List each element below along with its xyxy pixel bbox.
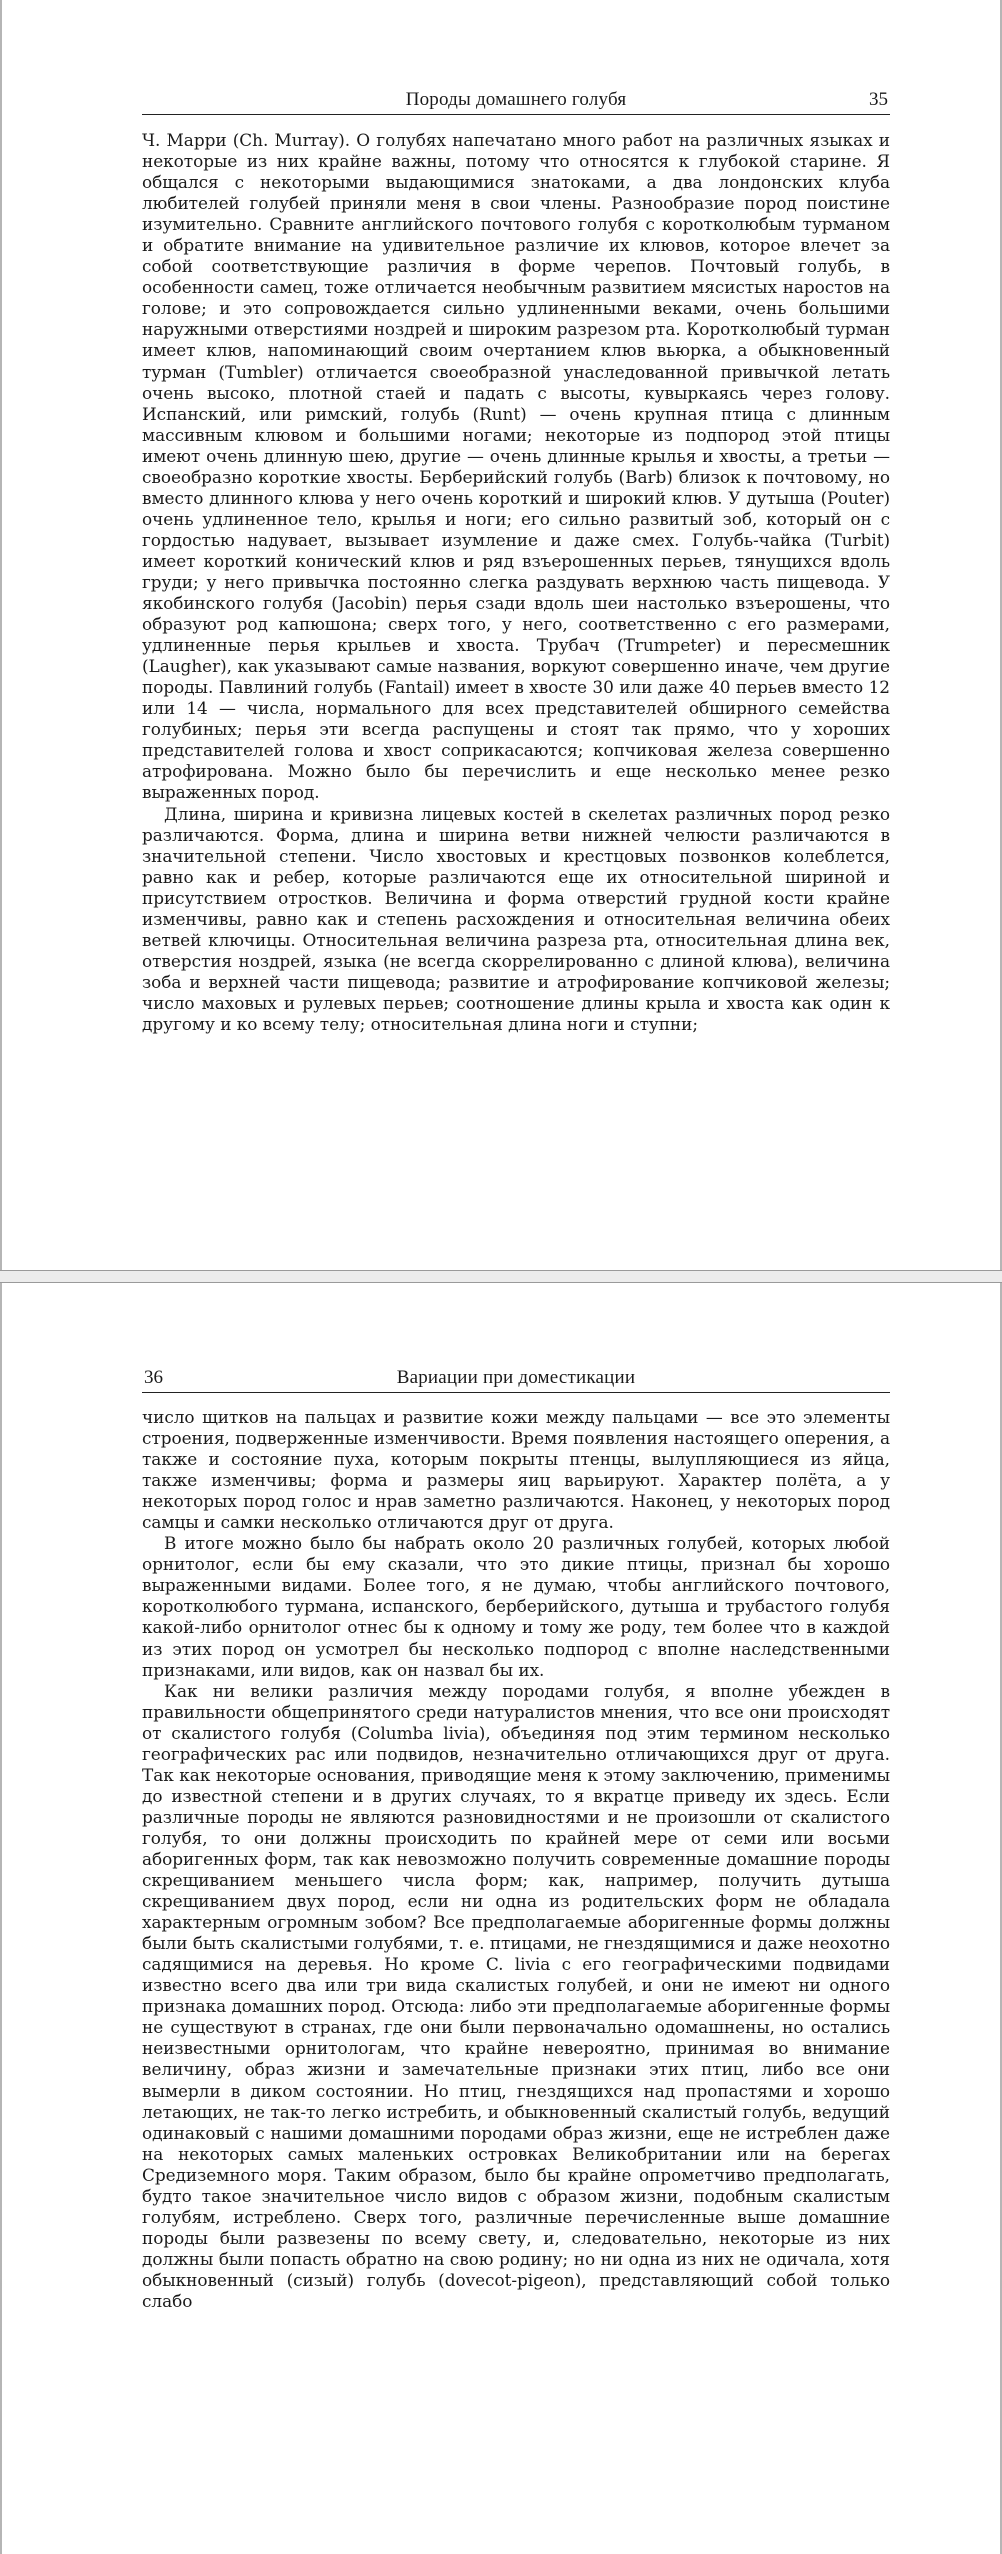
body-text <box>142 130 890 1035</box>
paragraph: Ч. Марри (Ch. Murray). О голубях напечатано много работ на различных языках и некоторые из них крайне важны, потому что относятся к глубокой старине. Я общался с некоторыми выдающимися знатоками, а два лондонских клуба любителей голубей приняли меня в свои члены. Разнообразие пород поистине изумительно. Сравните английского почтового голубя с коротколюбым турманом и обратите внимание на удивительное различие их клювов, которое влечет за собой соответствующие различия в форме черепов. Почтовый голубь, в особенности самец, тоже отличается необычным развитием мясистых наростов на голове; и это сопровождается сильно удлиненными веками, очень большими наружными отверстиями ноздрей и широким разрезом рта. Коротколюбый турман имеет клюв, напоминающий своим очертанием клюв вьюрка, а обыкновенный турман (Tumbler) отличается своеобразной унаследованной привычкой летать очень высоко, плотной стаей и падать с высоты, кувыркаясь через голову. Испанский, или римский, голубь (Runt) — очень крупная птица с длинным массивным клювом и большими ногами; некоторые из подпород этой птицы имеют очень длинную шею, другие — очень длинные крылья и хвосты, а третьи — своеобразно короткие хвосты. Берберийский голубь (Barb) близок к почтовому, но вместо длинного клюва у него очень короткий и широкий клюв. У дутыша (Pouter) очень удлиненное тело, крылья и ноги; его сильно развитый зоб, который он с гордостью надувает, вызывает изумление и даже смех. Голубь-чайка (Turbit) имеет короткий конический клюв и ряд взъерошенных перьев, тянущихся вдоль груди; у него привычка постоянно слегка раздувать верхнюю часть пищевода. У якобинского голубя (Jacobin) перья сзади вдоль шеи настолько взъерошены, что образуют род капюшона; сверх того, у него, соответственно с его размерами, удлиненные перья крыльев и хвоста. Трубач (Trumpeter) и пересмешник (Laugher), как указывают самые названия, воркуют совершенно иначе, чем другие породы. Павлиний голубь (Fantail) имеет в хвосте 30 или даже 40 перьев вместо 12 или 14 — числа, нормального для всех представителей обширного семейства голубиных; перья эти всегда распущены и стоят так прямо, что у хороших представителей голова и хвост соприкасаются; копчиковая железа совершенно атрофирована. Можно было бы перечислить и еще несколько менее резко выраженных пород. <box>142 130 890 803</box>
page-35 <box>0 0 1002 1270</box>
body-text <box>142 1407 890 2312</box>
running-title: Породы домашнего голубя <box>405 89 627 110</box>
page-separator <box>0 1270 1002 1283</box>
paragraph: В итоге можно было бы набрать около 20 различных голубей, которых любой орнитолог, если бы ему сказали, что это дикие птицы, признал бы хорошо выраженными видами. Более того, я не думаю, чтобы английского почтового, коротколюбого турмана, испанского, берберийского, дутыша и трубастого голубя какой-либо орнитолог отнес бы к одному и тому же роду, тем более что в каждой из этих пород он усмотрел бы несколько подпород с вполне наследственными признаками, или видов, как он назвал бы их. <box>142 1533 890 1680</box>
page-number: 36 <box>144 1367 163 1388</box>
page-number: 35 <box>869 89 888 110</box>
page-edge-left <box>0 1283 2 2554</box>
paragraph: Как ни велики различия между породами голубя, я вполне убежден в правильности общепринятого среди натуралистов мнения, что все они происходят от скалистого голубя (Columba livia), объединяя под этим термином несколько географических рас или подвидов, незначительно отличающихся друг от друга. Так как некоторые основания, приводящие меня к этому заключению, применимы до известной степени и в других случаях, то я вкратце приведу их здесь. Если различные породы не являются разновидностями и не произошли от скалистого голубя, то они должны происходить по крайней мере от семи или восьми аборигенных форм, так как невозможно получить современные домашние породы скрещиванием меньшего числа форм; как, например, получить дутыша скрещиванием двух пород, если ни одна из родительских форм не обладала характерным огромным зобом? Все предполагаемые аборигенные формы должны были быть скалистыми голубями, т. е. птицами, не гнездящимися и даже неохотно садящимися на деревья. Но кроме C. livia с его географическими подвидами известно всего два или три вида скалистых голубей, и они не имеют ни одного признака домашних пород. Отсюда: либо эти предполагаемые аборигенные формы не существуют в странах, где они были первоначально одомашнены, но остались неизвестными орнитологам, что крайне невероятно, принимая во внимание величину, образ жизни и замечательные признаки этих птиц, либо все они вымерли в диком состоянии. Но птиц, гнездящихся над пропастями и хорошо летающих, не так-то легко истребить, и обыкновенный скалистый голубь, ведущий одинаковый с нашими домашними породами образ жизни, еще не истреблен даже на некоторых самых маленьких островках Великобритании или на берегах Средиземного моря. Таким образом, было бы крайне опрометчиво предполагать, будто такое значительное число видов с образом жизни, подобным скалистым голубям, истреблено. Сверх того, различные перечисленные выше домашние породы были развезены по всему свету, и, следовательно, некоторые из них должны были попасть обратно на свою родину; но ни одна из них не одичала, хотя обыкновенный (сизый) голубь (dovecot-pigeon), представляющий собой только слабо <box>142 1680 890 2311</box>
page-36 <box>0 1283 1002 2554</box>
running-head <box>142 1366 890 1393</box>
page-edge-left <box>0 0 2 1270</box>
paragraph: Длина, ширина и кривизна лицевых костей в скелетах различных пород резко различаются. Форма, длина и ширина ветви нижней челюсти различаются в значительной степени. Число хвостовых и крестцовых позвонков колеблется, равно как и ребер, которые различаются еще их относительной шириной и присутствием отростков. Величина и форма отверстий грудной кости крайне изменчивы, равно как и степень расхождения и относительная величина обеих ветвей ключицы. Относительная величина разреза рта, относительная длина век, отверстия ноздрей, языка (не всегда скоррелированно с длиной клюва), величина зоба и верхней части пищевода; развитие и атрофирование копчиковой железы; число маховых и рулевых перьев; соотношение длины крыла и хвоста как один к другому и ко всему телу; относительная длина ноги и ступни; <box>142 803 890 1034</box>
paragraph: число щитков на пальцах и развитие кожи между пальцами — все это элементы строения, подверженные изменчивости. Время появления настоящего оперения, а также и состояние пуха, которым покрыты птенцы, вылупляющиеся из яйца, также изменчивы; форма и размеры яиц варьируют. Характер полёта, а у некоторых пород голос и нрав заметно различаются. Наконец, у некоторых пород самцы и самки несколько отличаются друг от друга. <box>142 1407 890 1533</box>
running-head <box>142 88 890 115</box>
running-title: Вариации при доместикации <box>396 1367 636 1388</box>
